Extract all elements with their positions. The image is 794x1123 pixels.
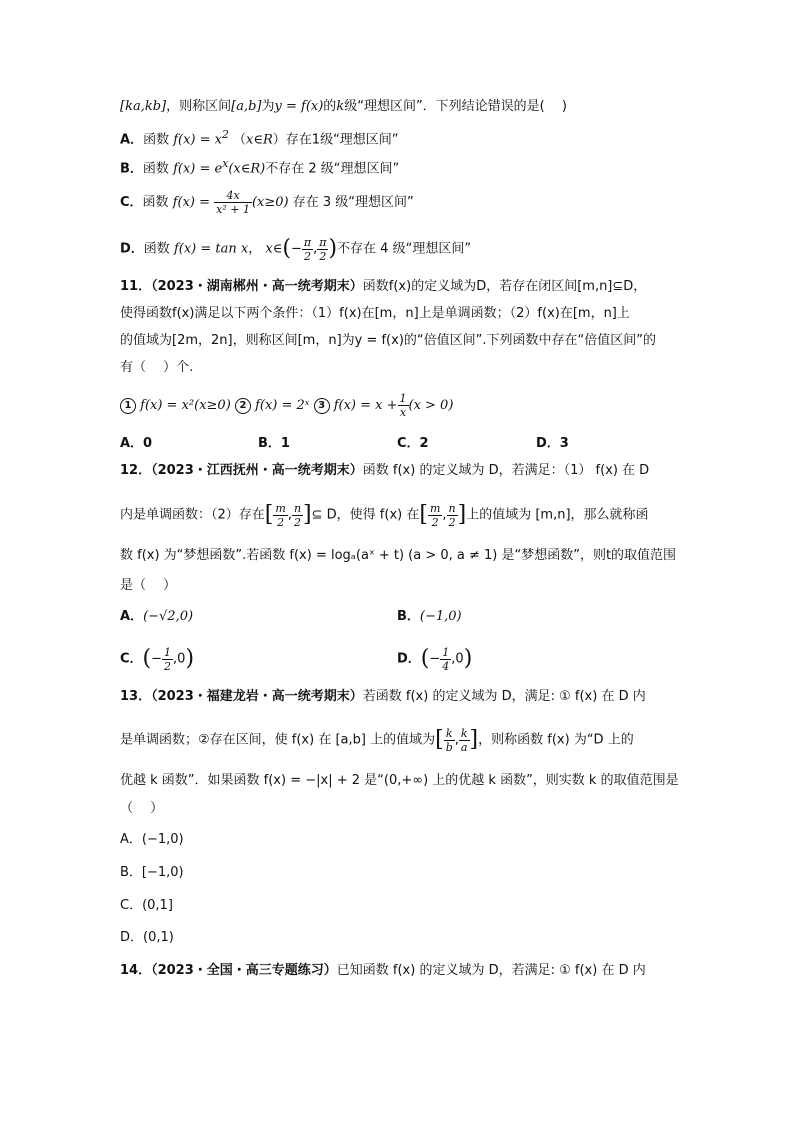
numerator: k [444,727,455,741]
option-text: 函数 [142,161,169,177]
option-text: 函数 [143,241,170,257]
q13-line2: 是单调函数；②存在区间，使 f(x) 在 [a,b] 上的值域为[ $\frac{k}{b}$ , $\frac{k}{a}$ ]，则称函数 f(x) 为“D 上的 [120,726,634,754]
fraction [398,392,409,419]
option-c[interactable]: C．2 [397,436,429,451]
option-a[interactable]: A．0 [120,436,153,451]
q12-line3: 数 f(x) 为“梦想函数”.若函数 f(x) = logₐ(aˣ + t) (a > 0, a ≠ 1) 是“梦想函数”，则t的取值范围 [120,548,677,563]
denominator: 2 [277,515,285,529]
q13-option-b[interactable]: B．[−1,0) [120,865,184,880]
q13-option-c[interactable]: C．(0,1] [120,898,173,913]
fraction [162,646,173,673]
numerator: n [293,501,302,515]
denominator: 2 [319,249,327,263]
question-text: 函数 f(x) 的定义域为 D，若满足：（1） f(x) 在 D [362,463,650,478]
numerator: π [303,235,312,249]
q13-line4: （ ） [120,801,164,816]
circled-number: 1 [120,398,136,414]
question-header: 13．（2023・福建龙岩・高一统考期末） [120,689,363,704]
q12-line1 [120,460,684,482]
q13-line1 [120,686,684,708]
denominator: 2 [303,249,311,263]
denominator: a [460,740,468,754]
formula: f(x) = x [173,132,222,148]
question-header: 11．（2023・湖南郴州・高一统考期末） [120,279,363,294]
option-label: D． [120,241,144,257]
fraction [317,236,328,263]
q12-line4: 是（ ） [120,578,177,593]
option-label: D． [397,651,421,667]
option-value: (−√2,0) [143,609,194,624]
option-label: B． [397,609,420,624]
question-header: 14．（2023・全国・高三专题练习） [120,963,337,978]
exponent: x [222,157,229,170]
q10-option-d: D．函数 f(x) = tan x， x∈(− $\frac{\pi}{2}$ , $\frac{\pi}{2}$ )不存在 4 级“理想区间” [120,235,472,263]
q11-line1 [120,276,684,298]
q13-option-a[interactable]: A．(−1,0) [120,832,184,847]
exponent: 2 [222,128,229,141]
option-text: ， [248,241,262,257]
fraction [273,502,287,529]
denominator: x [399,406,407,419]
option-b[interactable] [397,606,462,628]
numerator: 1 [164,645,172,659]
q10-option-c [120,188,684,218]
question-text: 函数f(x)的定义域为D，若存在闭区间[m,n]⊆D， [362,279,647,294]
q10-stem-end [120,96,684,118]
domain: (x≥0) [251,195,289,210]
stem-text: ，则称区间 [166,99,232,114]
denominator: x² + 1 [216,203,250,216]
option-text: 函数 [143,132,170,148]
q10-option-b [120,153,684,180]
formula: f(x) = [172,195,211,210]
numerator: 4x [214,189,252,203]
q13-line3: 优越 k 函数”．如果函数 f(x) = −|x| + 2 是“(0,+∞) 上的优越 k 函数”，则实数 k 的取值范围是 [120,773,679,788]
question-text: 上的值域为 [m,n]，那么就称函 [466,507,649,523]
interval-ka-kb: [ka,kb] [120,99,167,114]
circled-number: 2 [235,398,251,414]
domain: x∈ [265,241,283,257]
q11-line4: 有（ ）个. [120,360,194,375]
question-text: 内是单调函数：（2）存在 [120,507,265,523]
numerator: k [460,726,468,740]
numerator: m [429,501,441,515]
q11-line3: 的值域为[2m，2n]，则称区间[m，n]为y = f(x)的“倍值区间”.下列函数中存在“倍值区间”的 [120,333,656,348]
stem-text: 为 [261,99,275,114]
domain: x∈R [246,132,273,148]
fraction [302,236,313,263]
numerator: 1 [442,645,450,659]
fraction [292,502,303,529]
fraction [444,727,455,754]
option-label: A． [120,609,144,624]
denominator: 4 [442,659,450,673]
denominator: 2 [448,515,456,529]
option-d[interactable]: D．3 [536,436,569,451]
q11-line2: 使得函数f(x)满足以下两个条件：（1）f(x)在[m，n]上是单调函数；（2）f(x)在[m，n]上 [120,306,630,321]
denominator: 2 [431,515,439,529]
option-text: 不存在 2 级“理想区间” [265,161,400,177]
formula: (x > 0) [408,398,454,413]
option-c[interactable]: C．(− $\frac{1}{2}$ ,0) [120,645,195,673]
question-text: 若函数 f(x) 的定义域为 D，满足: ① f(x) 在 D 内 [362,689,646,704]
option-label: C． [120,651,143,667]
formula: f(x) = e [173,161,223,177]
option-text: （ [233,132,247,148]
interval-a-b: [a,b] [231,99,262,114]
option-text: 函数 [142,195,169,210]
question-header: 12．（2023・江西抚州・高一统考期末） [120,463,363,478]
question-text: 是单调函数；②存在区间，使 f(x) 在 [a,b] 上的值域为 [120,732,436,748]
fraction [447,502,458,529]
option-text: 存在 3 级“理想区间” [292,195,414,210]
q14-line1 [120,960,684,982]
option-text: 不存在 4 级“理想区间” [337,241,472,257]
numerator: π [319,235,327,249]
option-a[interactable] [120,606,193,628]
fraction [459,727,470,754]
formula: f(x) = x + [333,398,398,413]
q12-line2: 内是单调函数：（2）存在[ $\frac{m}{2}$ , $\frac{n}{2}$ ]⊆ D，使得 f(x) 在[ $\frac{m}{2}$ , $\frac{n}{2}$ ]上的值域为 [m,n]，那么就称函 [120,501,649,529]
option-text: ）存在1级“理想区间” [272,132,399,148]
domain: (x∈R) [228,161,266,177]
formula: f(x) = tan x [173,241,249,257]
numerator: m [275,501,286,515]
circled-number: 3 [314,398,330,414]
option-label: A． [120,132,144,148]
question-text: ⊆ D，使得 f(x) 在 [311,507,420,523]
option-value: (−1,0) [419,609,462,624]
option-d[interactable]: D．(− $\frac{1}{4}$ ,0) [397,645,473,673]
q13-option-d[interactable]: D．(0,1) [120,930,174,945]
stem-text: 级“理想区间”．下列结论错误的是( ) [344,99,567,114]
q11-function-list [120,392,684,420]
option-label: C． [120,195,143,210]
var-k: k [336,99,345,114]
fraction [440,646,451,673]
formula: f(x) = x²(x≥0) [140,398,231,413]
numerator: 1 [399,392,407,405]
numerator: n [448,501,456,515]
denominator: b [445,740,453,754]
fraction [214,189,252,216]
question-text: 已知函数 f(x) 的定义域为 D，若满足: ① f(x) 在 D 内 [336,963,646,978]
denominator: 2 [164,659,172,673]
q10-option-a [120,124,684,151]
formula: f(x) = 2ˣ [255,398,310,413]
denominator: 2 [294,515,301,529]
function-y: y = f(x) [274,99,324,114]
fraction [428,502,442,529]
stem-text: 的 [323,99,337,114]
question-text: ，则称函数 f(x) 为“D 上的 [478,732,634,748]
option-label: B． [120,161,143,177]
option-b[interactable]: B．1 [258,436,290,451]
